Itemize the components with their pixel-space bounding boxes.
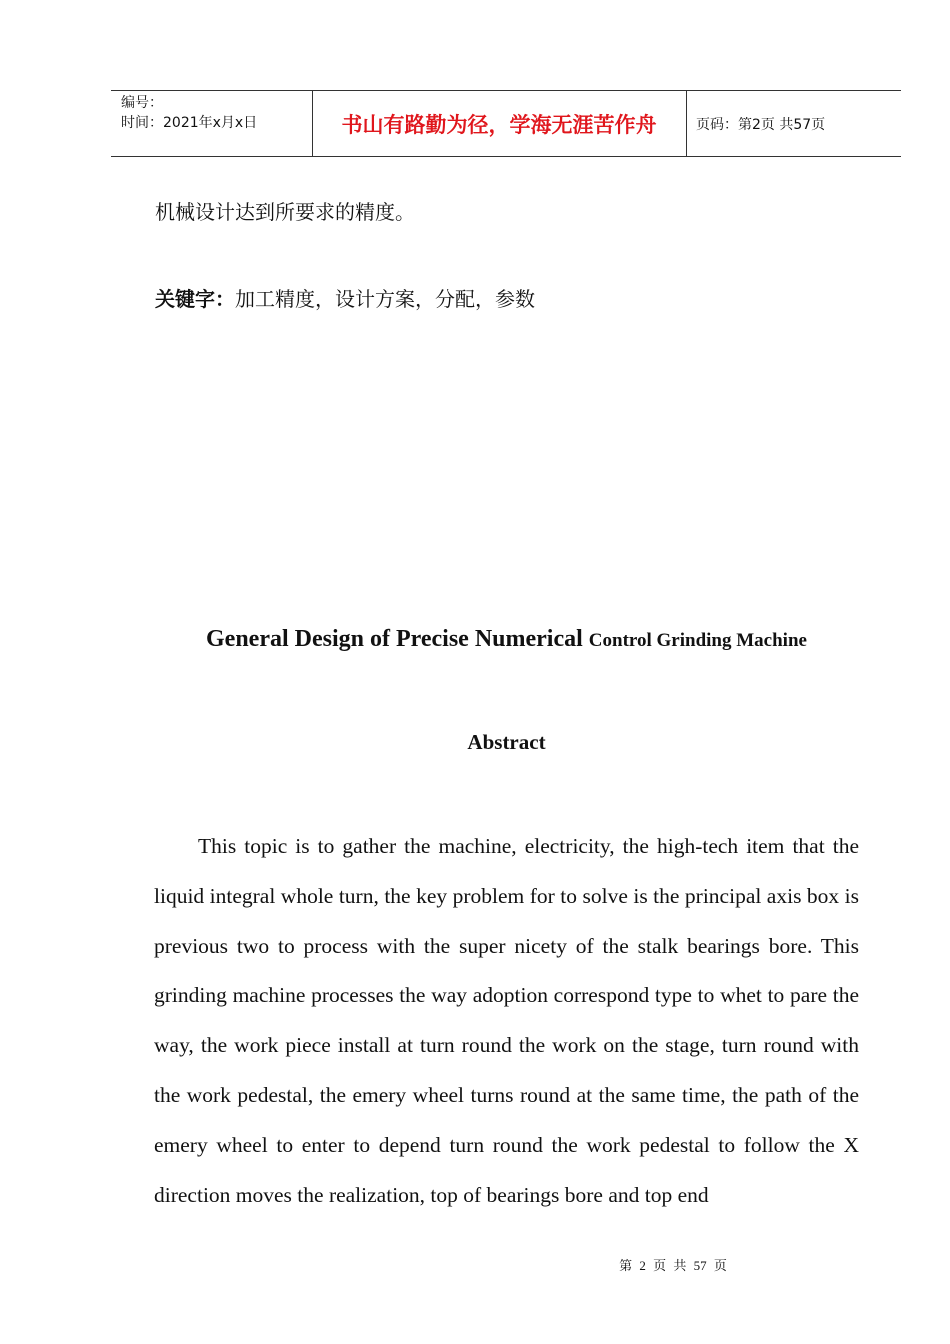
keywords-value: 加工精度，设计方案，分配，参数 [235, 287, 535, 311]
document-title [0, 626, 950, 653]
number-label: 编号： [121, 95, 163, 111]
title-sub: Control Grinding Machine [588, 630, 807, 651]
keywords-label: 关键字： [155, 287, 235, 311]
header-divider [686, 91, 687, 156]
header-meta [121, 93, 257, 133]
keywords-line [155, 283, 535, 312]
chinese-text-line: 机械设计达到所要求的精度。 [155, 200, 415, 224]
time-label: 时间：2021年x月x日 [121, 115, 258, 131]
header-page-info: 页码：第2页 共57页 [696, 116, 826, 133]
page-header [111, 90, 901, 157]
title-main: General Design of Precise Numerical [206, 626, 583, 652]
page-footer: 第 2 页 共 57 页 [619, 1258, 727, 1273]
header-motto: 书山有路勤为径，学海无涯苦作舟 [341, 112, 657, 137]
abstract-paragraph: This topic is to gather the machine, electricity, the high-tech item that the liquid integral whole turn, the key problem for to solve is the principal axis box is previous two to process with the super nicety of the stalk bearings bore. This grinding machine processes the way adoption correspond type to whet to pare the way, the work piece install at turn round the work on the stage, turn round with the work pedestal, the emery wheel turns round at the same time, the path of the emery wheel to enter to depend turn round the work pedestal to follow the X direction moves the realization, top of bearings bore and top end [154, 834, 859, 1207]
abstract-heading: Abstract [467, 730, 546, 754]
